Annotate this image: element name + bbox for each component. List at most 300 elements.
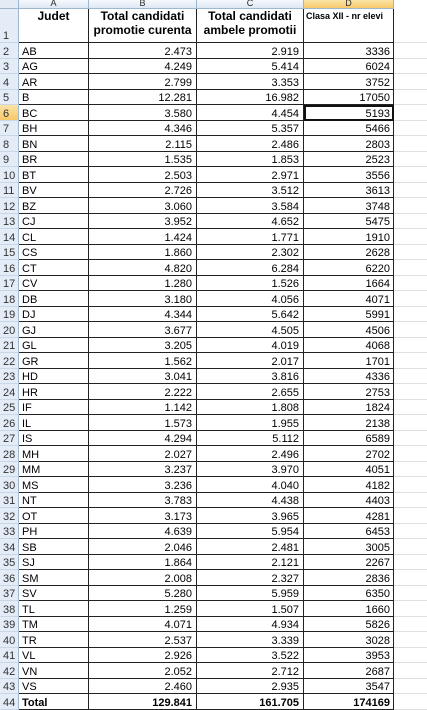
empty-area[interactable]	[394, 43, 427, 59]
row-number[interactable]: 37	[0, 586, 19, 602]
cell-total-ambele[interactable]: 2.935	[197, 679, 304, 695]
cell-judet[interactable]: SM	[19, 570, 89, 586]
empty-area[interactable]	[394, 338, 427, 354]
table-row	[0, 121, 427, 137]
cell-total-ambele[interactable]: 3.522	[197, 648, 304, 664]
empty-area[interactable]	[394, 245, 427, 261]
empty-area[interactable]	[394, 415, 427, 431]
row-number[interactable]: 25	[0, 400, 19, 416]
row-number[interactable]: 17	[0, 276, 19, 292]
cell-judet[interactable]: MM	[19, 462, 89, 478]
table-row	[0, 539, 427, 555]
cell-total-ambele[interactable]: 2.481	[197, 539, 304, 555]
row-number[interactable]: 20	[0, 322, 19, 338]
cell-total-curenta[interactable]: 3.173	[89, 508, 197, 524]
cell-total-curenta[interactable]: 2.222	[89, 384, 197, 400]
empty-area[interactable]	[394, 555, 427, 571]
cell-clasa-xii[interactable]: 1910	[304, 229, 394, 245]
row-number[interactable]: 29	[0, 462, 19, 478]
cell-total-curenta[interactable]: 3.677	[89, 322, 197, 338]
empty-area[interactable]	[394, 307, 427, 323]
table-row	[0, 663, 427, 679]
cell-clasa-xii[interactable]: 1701	[304, 353, 394, 369]
cell-total-ambele[interactable]: 3.512	[197, 183, 304, 199]
cell-total-curenta[interactable]: 1.860	[89, 245, 197, 261]
empty-area[interactable]	[394, 59, 427, 75]
row-number[interactable]: 41	[0, 648, 19, 664]
empty-area[interactable]	[394, 198, 427, 214]
table-row	[0, 508, 427, 524]
cell-judet[interactable]: CJ	[19, 214, 89, 230]
cell-total-ambele[interactable]: 4.019	[197, 338, 304, 354]
cell-judet[interactable]: SJ	[19, 555, 89, 571]
empty-area[interactable]	[394, 322, 427, 338]
cell-total-ambele[interactable]: 2.302	[197, 245, 304, 261]
table-row	[0, 601, 427, 617]
cell-total-ambele[interactable]: 4.438	[197, 493, 304, 509]
cell-clasa-xii[interactable]: 4281	[304, 508, 394, 524]
table-row	[0, 415, 427, 431]
row-number[interactable]: 36	[0, 570, 19, 586]
header-cell-clasa-xii[interactable]	[304, 9, 394, 43]
cell-total-ambele[interactable]: 5.959	[197, 586, 304, 602]
table-row	[0, 59, 427, 75]
cell-total-curenta[interactable]: 5.280	[89, 586, 197, 602]
empty-area[interactable]	[394, 431, 427, 447]
empty-area[interactable]	[394, 152, 427, 168]
cell-total-ambele[interactable]: 4.934	[197, 617, 304, 633]
cell-total-curenta[interactable]: 1.562	[89, 353, 197, 369]
cell-total-curenta[interactable]: 2.799	[89, 74, 197, 90]
cell-judet[interactable]: IL	[19, 415, 89, 431]
table-row	[0, 648, 427, 664]
empty-area[interactable]	[394, 524, 427, 540]
cell-total-curenta[interactable]: 4.294	[89, 431, 197, 447]
cell-clasa-xii[interactable]: 3556	[304, 167, 394, 183]
row-number[interactable]: 15	[0, 245, 19, 261]
empty-area[interactable]	[394, 105, 427, 121]
cell-total-ambele[interactable]: 3.965	[197, 508, 304, 524]
cell-judet[interactable]: CL	[19, 229, 89, 245]
cell-clasa-xii[interactable]: 5991	[304, 307, 394, 323]
cell-total-ambele[interactable]: 16.982	[197, 90, 304, 106]
cell-judet[interactable]: VS	[19, 679, 89, 695]
row-number[interactable]: 2	[0, 43, 19, 59]
cell-judet[interactable]: VN	[19, 663, 89, 679]
cell-judet[interactable]: HR	[19, 384, 89, 400]
table-row	[0, 431, 427, 447]
cell-judet[interactable]: OT	[19, 508, 89, 524]
row-number[interactable]: 31	[0, 493, 19, 509]
cell-total-ambele[interactable]: 2.919	[197, 43, 304, 59]
cell-total-curenta[interactable]: 4.639	[89, 524, 197, 540]
cell-clasa-xii[interactable]: 6453	[304, 524, 394, 540]
table-row	[0, 632, 427, 648]
cell-total-ambele[interactable]: 1.955	[197, 415, 304, 431]
row-number[interactable]: 19	[0, 307, 19, 323]
header-judet-label: Judet	[37, 9, 70, 23]
cell-total-curenta[interactable]: 3.041	[89, 369, 197, 385]
cell-clasa-xii[interactable]: 17050	[304, 90, 394, 106]
cell-total-ambele[interactable]: 2.655	[197, 384, 304, 400]
cell-total-curenta[interactable]: 3.580	[89, 105, 197, 121]
cell-total-curenta[interactable]: 1.259	[89, 601, 197, 617]
row-number[interactable]: 44	[0, 694, 19, 710]
row-number[interactable]: 13	[0, 214, 19, 230]
table-row	[0, 462, 427, 478]
cell-total-curenta[interactable]: 4.344	[89, 307, 197, 323]
cell-clasa-xii[interactable]: 2687	[304, 663, 394, 679]
cell-total-curenta[interactable]: 3.237	[89, 462, 197, 478]
empty-area[interactable]	[394, 369, 427, 385]
empty-area[interactable]	[394, 586, 427, 602]
row-number[interactable]: 6	[0, 105, 19, 121]
cell-total-curenta[interactable]: 4.249	[89, 59, 197, 75]
cell-clasa-xii[interactable]: 4182	[304, 477, 394, 493]
cell-clasa-xii[interactable]: 2523	[304, 152, 394, 168]
empty-area[interactable]	[394, 601, 427, 617]
row-number[interactable]: 21	[0, 338, 19, 354]
cell-total-curenta[interactable]: 2.926	[89, 648, 197, 664]
table-row	[0, 198, 427, 214]
cell-clasa-xii[interactable]: 2628	[304, 245, 394, 261]
row-number[interactable]: 34	[0, 539, 19, 555]
cell-judet[interactable]: AR	[19, 74, 89, 90]
cell-total-ambele[interactable]: 5.112	[197, 431, 304, 447]
row-number[interactable]: 11	[0, 183, 19, 199]
cell-clasa-xii[interactable]: 4336	[304, 369, 394, 385]
empty-area[interactable]	[394, 276, 427, 292]
row-number[interactable]: 40	[0, 632, 19, 648]
cell-judet[interactable]: CV	[19, 276, 89, 292]
row-number[interactable]: 5	[0, 90, 19, 106]
row-number[interactable]: 26	[0, 415, 19, 431]
cell-clasa-xii[interactable]: 4051	[304, 462, 394, 478]
cell-judet[interactable]: GL	[19, 338, 89, 354]
cell-clasa-xii[interactable]: 6589	[304, 431, 394, 447]
table-row	[0, 229, 427, 245]
cell-total-ambele[interactable]: 1.507	[197, 601, 304, 617]
row-number[interactable]: 38	[0, 601, 19, 617]
empty-area[interactable]	[394, 446, 427, 462]
empty-area[interactable]	[394, 9, 427, 43]
cell-total-ambele[interactable]: 2.486	[197, 136, 304, 152]
column-header-a[interactable]: A	[19, 0, 89, 9]
cell-judet[interactable]: DJ	[19, 307, 89, 323]
cell-total-curenta[interactable]: 3.205	[89, 338, 197, 354]
row-number[interactable]: 16	[0, 260, 19, 276]
cell-clasa-xii[interactable]: 3748	[304, 198, 394, 214]
cell-judet[interactable]: MS	[19, 477, 89, 493]
cell-judet[interactable]: BH	[19, 121, 89, 137]
empty-area[interactable]	[394, 121, 427, 137]
cell-total-ambele[interactable]: 3.339	[197, 632, 304, 648]
cell-total-curenta[interactable]: 1.535	[89, 152, 197, 168]
cell-total-ambele[interactable]: 5.414	[197, 59, 304, 75]
cell-clasa-xii[interactable]: 6024	[304, 59, 394, 75]
empty-area[interactable]	[394, 229, 427, 245]
row-number[interactable]: 33	[0, 524, 19, 540]
cell-total-curenta[interactable]: 4.071	[89, 617, 197, 633]
cell-judet[interactable]: HD	[19, 369, 89, 385]
cell-clasa-xii[interactable]: 1664	[304, 276, 394, 292]
header-total-curenta-label: Total candidati promotie curenta	[93, 9, 192, 37]
row-number[interactable]: 22	[0, 353, 19, 369]
cell-total-ambele[interactable]: 4.454	[197, 105, 304, 121]
active-cell[interactable]: 5193	[304, 105, 394, 121]
cell-clasa-xii[interactable]: 4068	[304, 338, 394, 354]
cell-total-ambele[interactable]: 4.056	[197, 291, 304, 307]
table-row	[0, 338, 427, 354]
cell-total-curenta[interactable]: 129.841	[89, 694, 197, 710]
cell-clasa-xii[interactable]: 3613	[304, 183, 394, 199]
row-number[interactable]: 1	[0, 9, 19, 43]
cell-judet[interactable]: DB	[19, 291, 89, 307]
cell-total-curenta[interactable]: 2.460	[89, 679, 197, 695]
header-cell-total-ambele[interactable]	[197, 9, 304, 43]
table-row	[0, 167, 427, 183]
column-header-c[interactable]: C	[197, 0, 304, 9]
cell-total-ambele[interactable]: 2.327	[197, 570, 304, 586]
cell-total-ambele[interactable]: 3.353	[197, 74, 304, 90]
table-row	[0, 384, 427, 400]
table-row	[0, 276, 427, 292]
cell-judet[interactable]: AG	[19, 59, 89, 75]
cell-clasa-xii[interactable]: 2803	[304, 136, 394, 152]
cell-clasa-xii[interactable]: 4506	[304, 322, 394, 338]
cell-clasa-xii[interactable]: 2702	[304, 446, 394, 462]
cell-clasa-xii[interactable]: 6220	[304, 260, 394, 276]
cell-clasa-xii[interactable]: 2836	[304, 570, 394, 586]
cell-total-ambele[interactable]: 1.853	[197, 152, 304, 168]
cell-clasa-xii[interactable]: 3752	[304, 74, 394, 90]
empty-area[interactable]	[394, 462, 427, 478]
empty-area[interactable]	[394, 90, 427, 106]
row-number[interactable]: 24	[0, 384, 19, 400]
empty-area[interactable]	[394, 167, 427, 183]
cell-total-ambele[interactable]: 5.357	[197, 121, 304, 137]
empty-area[interactable]	[394, 291, 427, 307]
table-row	[0, 43, 427, 59]
table-row	[0, 477, 427, 493]
row-number[interactable]: 9	[0, 152, 19, 168]
cell-clasa-xii[interactable]: 3953	[304, 648, 394, 664]
empty-area[interactable]	[394, 353, 427, 369]
row-number[interactable]: 39	[0, 617, 19, 633]
header-clasa-xii-label: Clasa XII - nr elevi	[306, 11, 384, 21]
table-row	[0, 446, 427, 462]
cell-clasa-xii[interactable]: 4403	[304, 493, 394, 509]
cell-total-curenta[interactable]: 12.281	[89, 90, 197, 106]
cell-total-curenta[interactable]: 1.142	[89, 400, 197, 416]
cell-judet[interactable]: BN	[19, 136, 89, 152]
row-number[interactable]: 35	[0, 555, 19, 571]
column-header-b[interactable]: B	[89, 0, 197, 9]
column-header-d[interactable]: D	[304, 0, 394, 9]
cell-total-ambele[interactable]: 3.970	[197, 462, 304, 478]
cell-total-curenta[interactable]: 3.783	[89, 493, 197, 509]
cell-judet[interactable]: BC	[19, 105, 89, 121]
table-row	[0, 291, 427, 307]
empty-area[interactable]	[394, 539, 427, 555]
row-number[interactable]: 18	[0, 291, 19, 307]
empty-area[interactable]	[394, 648, 427, 664]
cell-total-ambele[interactable]: 3.816	[197, 369, 304, 385]
cell-judet[interactable]: MH	[19, 446, 89, 462]
empty-area[interactable]	[394, 570, 427, 586]
row-number[interactable]: 42	[0, 663, 19, 679]
empty-area[interactable]	[394, 632, 427, 648]
table-row	[0, 617, 427, 633]
cell-clasa-xii[interactable]: 2267	[304, 555, 394, 571]
table-row	[0, 493, 427, 509]
cell-total-curenta[interactable]: 2.052	[89, 663, 197, 679]
cell-total-curenta[interactable]: 3.952	[89, 214, 197, 230]
cell-total-ambele[interactable]: 2.496	[197, 446, 304, 462]
cell-clasa-xii[interactable]: 3547	[304, 679, 394, 695]
cell-clasa-xii[interactable]: 2138	[304, 415, 394, 431]
cell-judet[interactable]: CS	[19, 245, 89, 261]
cell-judet[interactable]: AB	[19, 43, 89, 59]
cell-judet[interactable]: BV	[19, 183, 89, 199]
cell-total-ambele[interactable]: 4.505	[197, 322, 304, 338]
empty-area[interactable]	[394, 679, 427, 695]
row-number[interactable]: 43	[0, 679, 19, 695]
cell-judet[interactable]: BR	[19, 152, 89, 168]
empty-area[interactable]	[394, 260, 427, 276]
cell-judet[interactable]: IF	[19, 400, 89, 416]
empty-area[interactable]	[394, 508, 427, 524]
cell-total-curenta[interactable]: 4.820	[89, 260, 197, 276]
row-number[interactable]: 32	[0, 508, 19, 524]
cell-clasa-xii[interactable]: 1824	[304, 400, 394, 416]
cell-total-curenta[interactable]: 2.473	[89, 43, 197, 59]
cell-total-curenta[interactable]: 4.346	[89, 121, 197, 137]
header-cell-total-curenta[interactable]	[89, 9, 197, 43]
row-number[interactable]: 3	[0, 59, 19, 75]
cell-clasa-xii[interactable]: 2753	[304, 384, 394, 400]
table-row	[0, 555, 427, 571]
cell-total-curenta[interactable]: 1.573	[89, 415, 197, 431]
cell-judet[interactable]: Total	[19, 694, 89, 710]
cell-total-ambele[interactable]: 1.771	[197, 229, 304, 245]
cell-judet[interactable]: IS	[19, 431, 89, 447]
row-number[interactable]: 23	[0, 369, 19, 385]
cell-judet[interactable]: TR	[19, 632, 89, 648]
row-number[interactable]: 27	[0, 431, 19, 447]
cell-total-ambele[interactable]: 161.705	[197, 694, 304, 710]
empty-area[interactable]	[394, 183, 427, 199]
row-number[interactable]: 8	[0, 136, 19, 152]
header-cell-judet[interactable]	[19, 9, 89, 43]
empty-area[interactable]	[394, 663, 427, 679]
cell-total-ambele[interactable]: 4.652	[197, 214, 304, 230]
table-row	[0, 307, 427, 323]
cell-total-curenta[interactable]: 2.726	[89, 183, 197, 199]
cell-total-curenta[interactable]: 2.008	[89, 570, 197, 586]
cell-judet[interactable]: BT	[19, 167, 89, 183]
cell-clasa-xii[interactable]: 5826	[304, 617, 394, 633]
row-number[interactable]: 28	[0, 446, 19, 462]
cell-judet[interactable]: SV	[19, 586, 89, 602]
cell-judet[interactable]: SB	[19, 539, 89, 555]
empty-area[interactable]	[394, 136, 427, 152]
empty-area[interactable]	[394, 214, 427, 230]
row-number[interactable]: 14	[0, 229, 19, 245]
empty-area[interactable]	[394, 384, 427, 400]
table-row	[0, 74, 427, 90]
cell-clasa-xii[interactable]: 3336	[304, 43, 394, 59]
cell-judet[interactable]: TM	[19, 617, 89, 633]
table-row	[0, 322, 427, 338]
cell-total-ambele[interactable]: 2.712	[197, 663, 304, 679]
cell-clasa-xii[interactable]: 6350	[304, 586, 394, 602]
cell-total-curenta[interactable]: 2.046	[89, 539, 197, 555]
cell-judet[interactable]: CT	[19, 260, 89, 276]
cell-total-curenta[interactable]: 2.503	[89, 167, 197, 183]
row-number[interactable]: 10	[0, 167, 19, 183]
cell-total-curenta[interactable]: 1.424	[89, 229, 197, 245]
cell-clasa-xii[interactable]: 5466	[304, 121, 394, 137]
cell-judet[interactable]: GR	[19, 353, 89, 369]
cell-clasa-xii[interactable]: 4071	[304, 291, 394, 307]
row-number[interactable]: 12	[0, 198, 19, 214]
cell-judet[interactable]: PH	[19, 524, 89, 540]
empty-area[interactable]	[394, 477, 427, 493]
cell-total-ambele[interactable]: 2.121	[197, 555, 304, 571]
cell-clasa-xii[interactable]: 3028	[304, 632, 394, 648]
select-all-corner[interactable]	[0, 0, 19, 9]
empty-area[interactable]	[394, 617, 427, 633]
cell-total-ambele[interactable]: 3.584	[197, 198, 304, 214]
cell-judet[interactable]: GJ	[19, 322, 89, 338]
cell-judet[interactable]: NT	[19, 493, 89, 509]
cell-total-ambele[interactable]: 4.040	[197, 477, 304, 493]
row-number[interactable]: 4	[0, 74, 19, 90]
cell-total-curenta[interactable]: 3.180	[89, 291, 197, 307]
cell-clasa-xii[interactable]: 174169	[304, 694, 394, 710]
cell-judet[interactable]: TL	[19, 601, 89, 617]
empty-area[interactable]	[394, 400, 427, 416]
cell-judet[interactable]: B	[19, 90, 89, 106]
cell-clasa-xii[interactable]: 5475	[304, 214, 394, 230]
cell-total-ambele[interactable]: 5.954	[197, 524, 304, 540]
row-number[interactable]: 7	[0, 121, 19, 137]
cell-total-curenta[interactable]: 1.280	[89, 276, 197, 292]
cell-total-ambele[interactable]: 6.284	[197, 260, 304, 276]
cell-total-ambele[interactable]: 2.017	[197, 353, 304, 369]
cell-total-curenta[interactable]: 2.115	[89, 136, 197, 152]
cell-total-ambele[interactable]: 1.808	[197, 400, 304, 416]
empty-area[interactable]	[394, 74, 427, 90]
cell-total-curenta[interactable]: 2.027	[89, 446, 197, 462]
header-total-ambele-label: Total candidati ambele promotii	[203, 9, 297, 37]
row-number[interactable]: 30	[0, 477, 19, 493]
cell-total-curenta[interactable]: 3.236	[89, 477, 197, 493]
cell-total-ambele[interactable]: 5.642	[197, 307, 304, 323]
cell-clasa-xii[interactable]: 1660	[304, 601, 394, 617]
cell-total-ambele[interactable]: 1.526	[197, 276, 304, 292]
cell-total-curenta[interactable]: 2.537	[89, 632, 197, 648]
cell-judet[interactable]: VL	[19, 648, 89, 664]
empty-area[interactable]	[394, 694, 427, 710]
cell-total-ambele[interactable]: 2.971	[197, 167, 304, 183]
cell-judet[interactable]: BZ	[19, 198, 89, 214]
cell-total-curenta[interactable]: 1.864	[89, 555, 197, 571]
empty-area[interactable]	[394, 493, 427, 509]
cell-clasa-xii[interactable]: 3005	[304, 539, 394, 555]
cell-total-curenta[interactable]: 3.060	[89, 198, 197, 214]
